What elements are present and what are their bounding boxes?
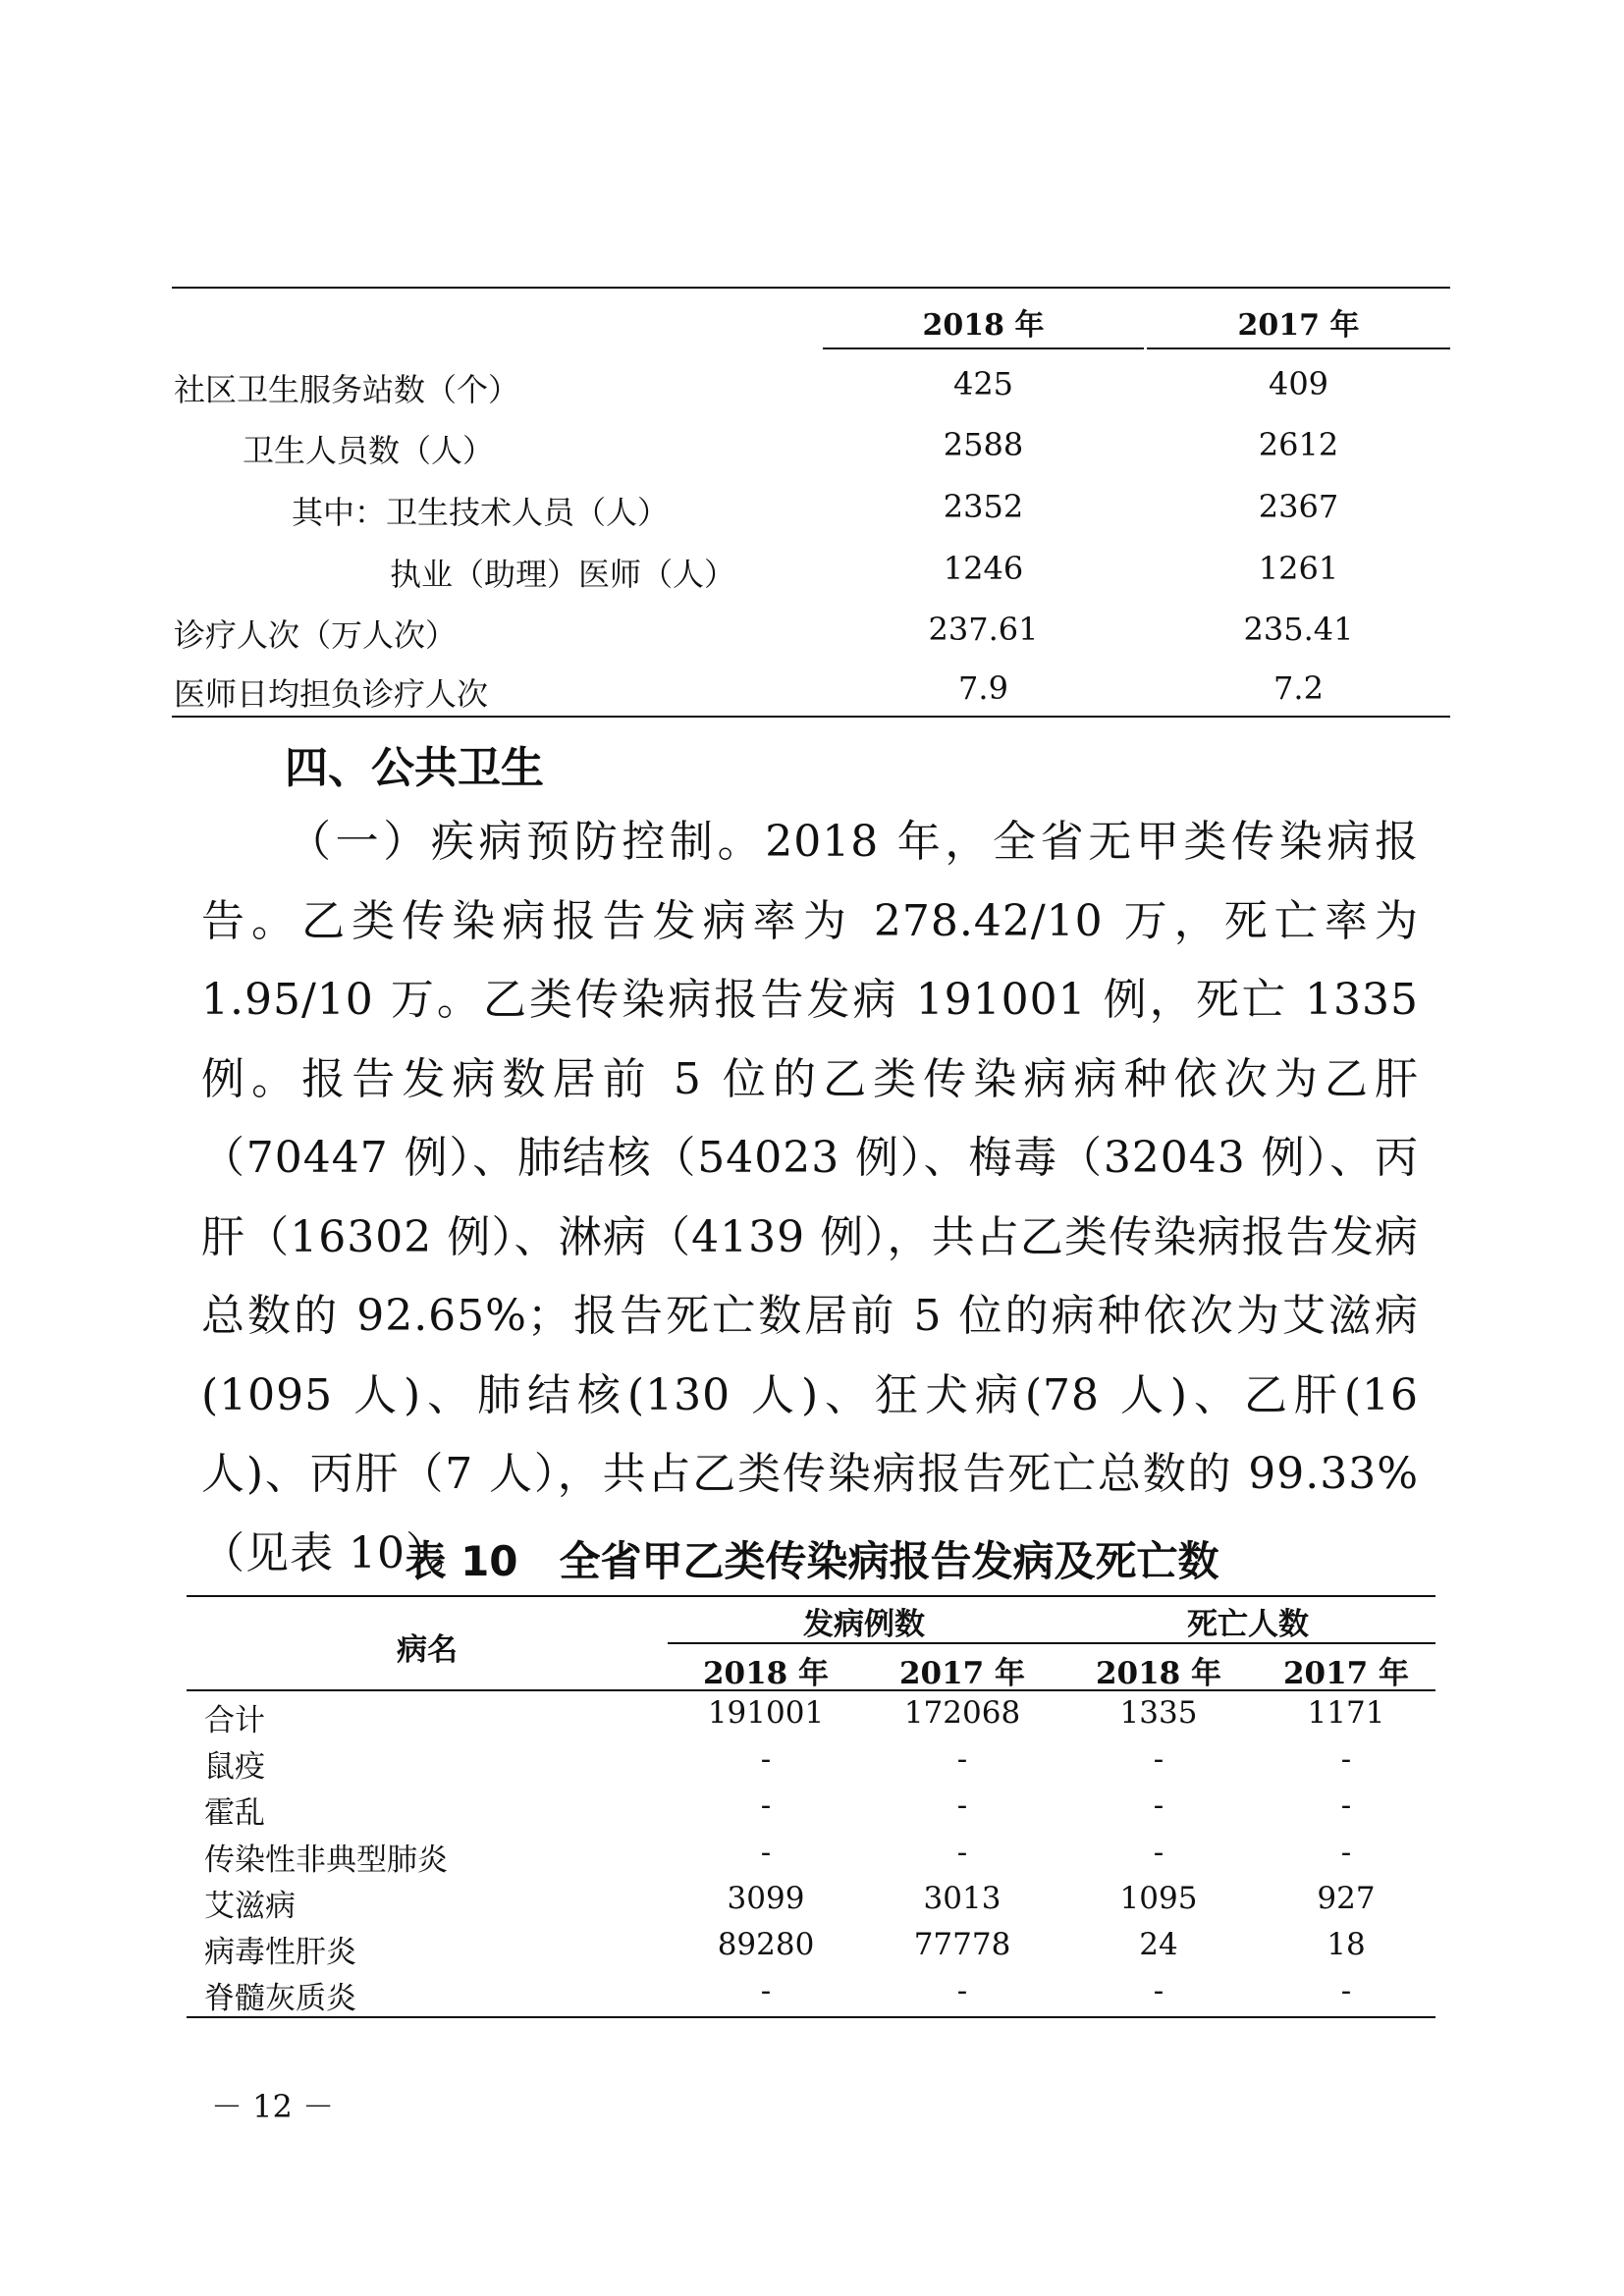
- row-label: 其中：卫生技术人员（人）: [292, 494, 670, 531]
- disease-control-paragraph: [201, 803, 1419, 1593]
- incidence-2017: -: [956, 1741, 968, 1777]
- row-label: 卫生人员数（人）: [243, 432, 495, 469]
- header-2017: 2017 年: [1237, 308, 1360, 343]
- value-2018: 1246: [943, 550, 1024, 587]
- deaths-2017: 18: [1326, 1927, 1366, 1962]
- deaths-2017: 1171: [1307, 1695, 1385, 1731]
- header-incidence-2018: 2018 年: [702, 1656, 830, 1691]
- table-row: [187, 1881, 1435, 1926]
- table-row: [172, 611, 1450, 654]
- incidence-2018: -: [760, 1835, 772, 1870]
- header-2018: 2018 年: [922, 308, 1045, 343]
- value-2017: 2612: [1258, 426, 1339, 463]
- table-row: [187, 1927, 1435, 1972]
- row-label: 医师日均担负诊疗人次: [174, 675, 489, 713]
- deaths-2018: 1095: [1119, 1881, 1198, 1916]
- table-top-rule: [172, 287, 1450, 289]
- table-bottom-rule: [172, 716, 1450, 718]
- page-number: － 12 －: [211, 2088, 335, 2125]
- value-2017: 409: [1268, 365, 1329, 402]
- disease-name: 病毒性肝炎: [204, 1935, 356, 1970]
- incidence-2017: -: [956, 1788, 968, 1823]
- table-row: [187, 1788, 1435, 1833]
- incidence-2018: -: [760, 1741, 772, 1777]
- deaths-2018: 1335: [1119, 1695, 1198, 1731]
- incidence-2018: 89280: [717, 1927, 815, 1962]
- value-2017: 7.2: [1273, 669, 1324, 707]
- incidence-2017: -: [956, 1835, 968, 1870]
- incidence-2018: 3099: [727, 1881, 805, 1916]
- table-row: [187, 1973, 1435, 2018]
- paragraph-lead: （一）疾病预防控制。: [288, 817, 766, 867]
- deaths-2017: -: [1340, 1973, 1352, 2008]
- row-label: 诊疗人次（万人次）: [174, 616, 458, 654]
- table-row: [172, 365, 1450, 408]
- value-2018: 2588: [943, 426, 1024, 463]
- deaths-2018: -: [1153, 1835, 1164, 1870]
- incidence-2017: 172068: [903, 1695, 1021, 1731]
- deaths-2017: -: [1340, 1788, 1352, 1823]
- table-caption: 表 10 全省甲乙类传染病报告发病及死亡数: [405, 1537, 1219, 1585]
- table-bottom-rule: [187, 2016, 1435, 2018]
- table-row: [172, 669, 1450, 713]
- row-label: 社区卫生服务站数（个）: [174, 371, 520, 408]
- value-2017: 1261: [1258, 550, 1339, 587]
- deaths-2018: -: [1153, 1741, 1164, 1777]
- table-row: [187, 1835, 1435, 1880]
- header-incidence-2017: 2017 年: [898, 1656, 1026, 1691]
- incidence-2017: -: [956, 1973, 968, 2008]
- deaths-2017: 927: [1317, 1881, 1376, 1916]
- incidence-2018: -: [760, 1788, 772, 1823]
- table-row: [172, 550, 1450, 593]
- header-incidence: 发病例数: [803, 1607, 925, 1642]
- deaths-2017: -: [1340, 1835, 1352, 1870]
- infectious-disease-table: [187, 1595, 1435, 2016]
- incidence-2017: 77778: [913, 1927, 1011, 1962]
- table-row: [172, 426, 1450, 469]
- disease-name: 艾滋病: [204, 1889, 296, 1924]
- value-2018: 7.9: [958, 669, 1008, 707]
- deaths-2017: -: [1340, 1741, 1352, 1777]
- disease-name: 霍乱: [204, 1795, 265, 1831]
- paragraph-body: 2018 年，全省无甲类传染病报告。乙类传染病报告发病率为 278.42/10 万，死亡率为 1.95/10 万。乙类传染病报告发病 191001 例，死亡 1335 例。报告发病数居前 5 位的乙类传染病病种依次为乙肝（70447 例）、肺结核（54023 例）、梅毒（32043 例）、丙肝（16302 例）、淋病（4139 例），共占乙类传染病报告发病总数的 92.65%；报告死亡数居前 5 位的病种依次为艾滋病(1095 人)、肺结核(130 人)、狂犬病(78 人)、乙肝(16 人)、丙肝（7 人），共占乙类传染病报告死亡总数的 99.33%（见表 10）。: [201, 817, 1420, 1578]
- incidence-2018: -: [760, 1973, 772, 2008]
- header-rule-2017: [1147, 347, 1450, 349]
- header-deaths-2017: 2017 年: [1282, 1656, 1410, 1691]
- header-deaths-2018: 2018 年: [1095, 1656, 1222, 1691]
- incidence-2018: 191001: [707, 1695, 825, 1731]
- value-2017: 235.41: [1243, 611, 1354, 648]
- row-label: 执业（助理）医师（人）: [390, 556, 736, 593]
- incidence-2017: 3013: [923, 1881, 1001, 1916]
- disease-name: 传染性非典型肺炎: [204, 1842, 448, 1878]
- header-bottom-rule: [187, 1689, 1435, 1691]
- group-header-rule: [668, 1642, 1435, 1644]
- deaths-2018: -: [1153, 1788, 1164, 1823]
- table-top-rule: [187, 1595, 1435, 1597]
- deaths-2018: -: [1153, 1973, 1164, 2008]
- table-row: [187, 1741, 1435, 1787]
- value-2018: 2352: [943, 488, 1024, 525]
- disease-name: 鼠疫: [204, 1749, 265, 1785]
- table-row: [172, 488, 1450, 531]
- table-row: [187, 1695, 1435, 1740]
- disease-name: 脊髓灰质炎: [204, 1981, 356, 2016]
- header-deaths: 死亡人数: [1187, 1607, 1309, 1642]
- deaths-2018: 24: [1139, 1927, 1178, 1962]
- header-disease-name: 病名: [397, 1632, 458, 1668]
- value-2017: 2367: [1258, 488, 1339, 525]
- value-2018: 425: [952, 365, 1014, 402]
- disease-name: 合计: [204, 1703, 265, 1738]
- header-rule-2018: [823, 347, 1144, 349]
- value-2018: 237.61: [928, 611, 1039, 648]
- section-heading: 四、公共卫生: [285, 743, 544, 793]
